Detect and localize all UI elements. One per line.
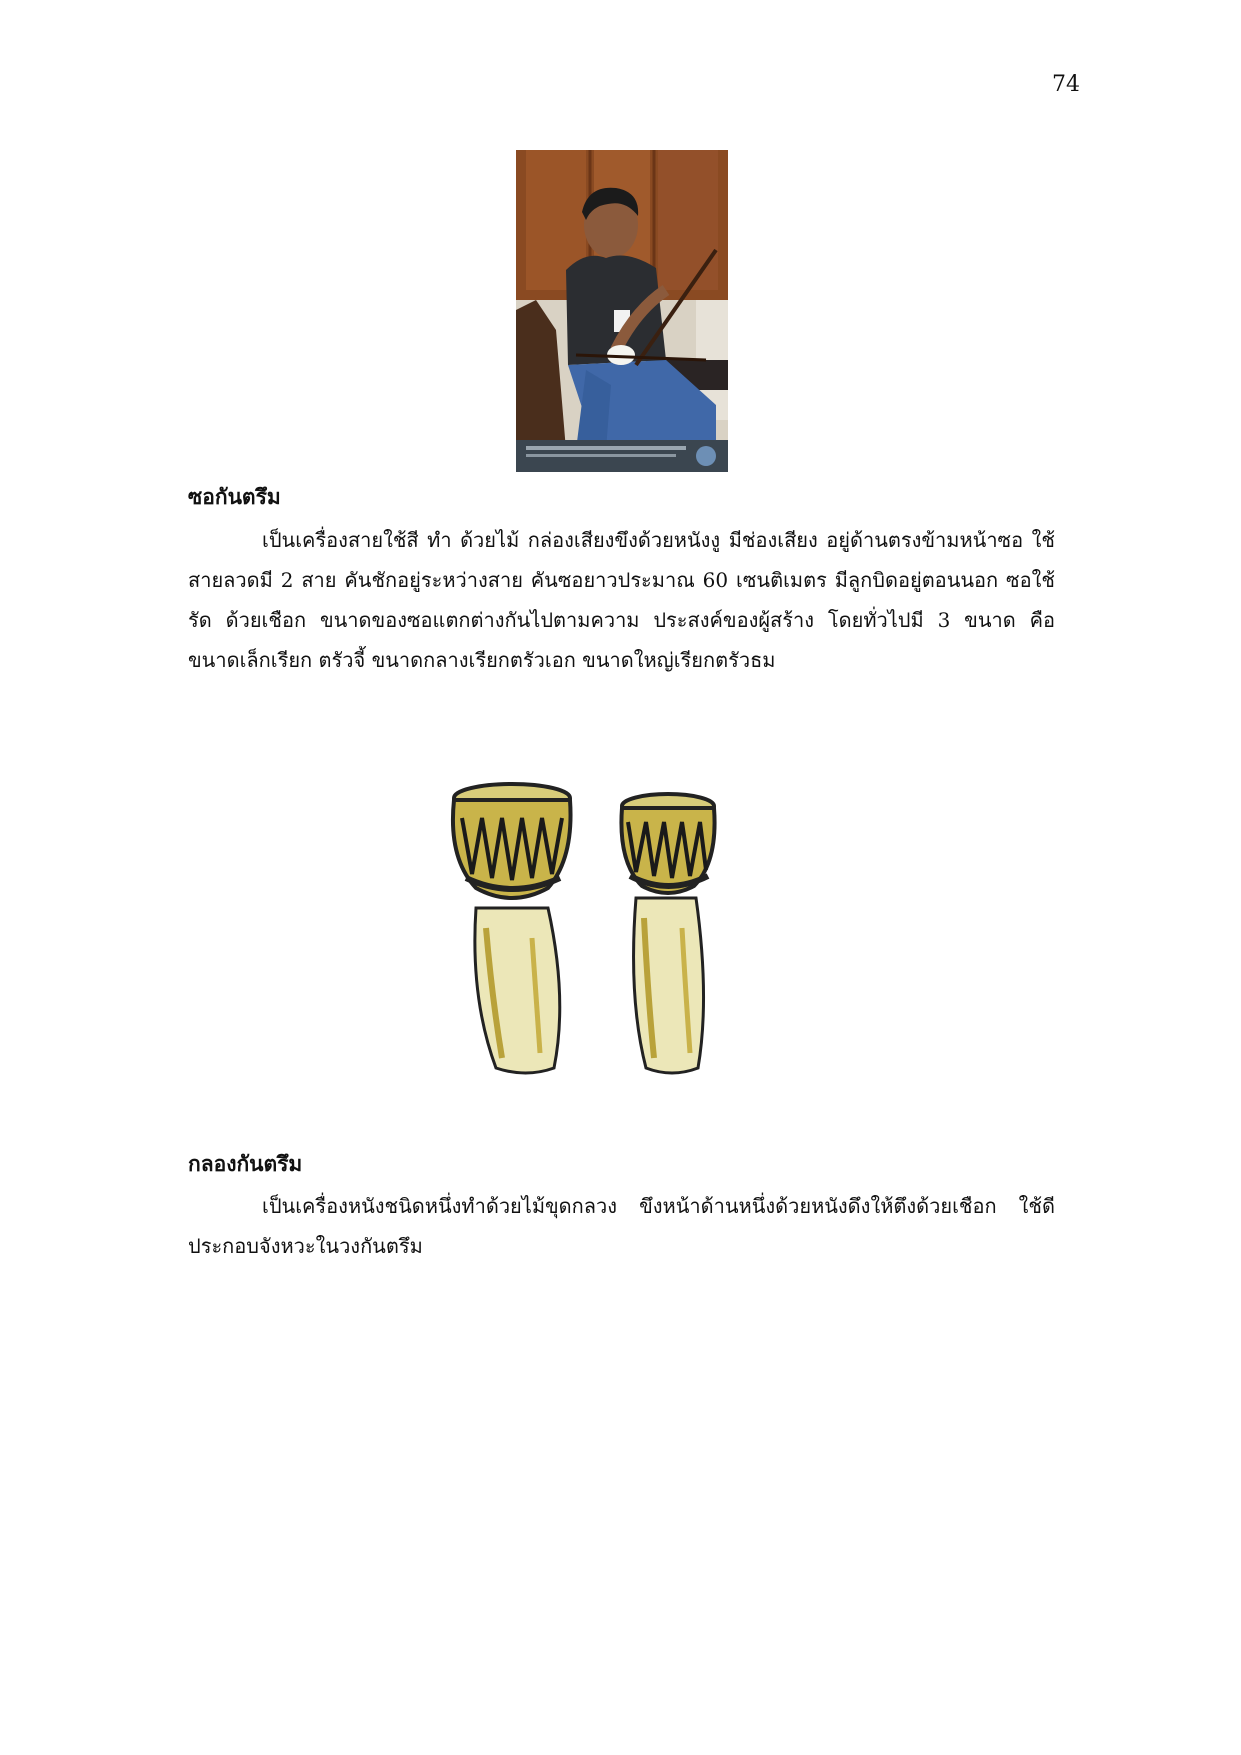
section-paragraph-kantruem-fiddle: เป็นเครื่องสายใช้สี ทำ ด้วยไม้ กล่องเสียงขึงด้วยหนังงู มีช่องเสียง อยู่ด้านตรงข้ามหน้าซอ ใช้สายลวดมี 2 สาย คันชักอยู่ระหว่างสาย คันซอยาวประมาณ 60 เซนติเมตร มีลูกบิดอยู่ตอนนอก ซอใช้รัด ด้วยเชือก ขนาดของซอแตกต่างกันไปตามความ ประสงค์ของผู้สร้าง โดยทั่วไปมี 3 ขนาด คือ ขนาดเล็กเรียก ตรัวจี้ ขนาดกลางเรียกตรัวเอก ขนาดใหญ่เรียกตรัวธม — [188, 528, 1055, 672]
section-heading-kantruem-drum: กลองกันตรึม — [188, 1151, 303, 1176]
page-number: 74 — [1052, 72, 1080, 97]
musician-photo — [516, 150, 728, 472]
drums-illustration — [436, 778, 772, 1096]
section-paragraph-kantruem-drum: เป็นเครื่องหนังชนิดหนึ่งทำด้วยไม้ขุดกลวง ขึงหน้าด้านหนึ่งด้วยหนังดึงให้ตึงด้วยเชือก ใช้ดีประกอบจังหวะในวงกันตรึม — [188, 1194, 1055, 1258]
section-heading-kantruem-fiddle: ซอกันตรึม — [188, 484, 281, 509]
